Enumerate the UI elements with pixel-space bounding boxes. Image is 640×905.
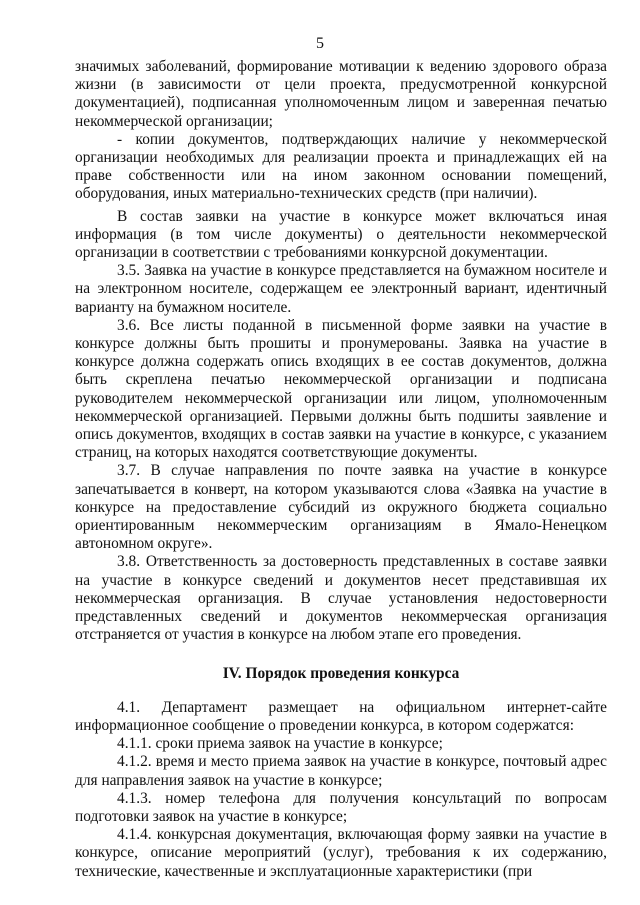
paragraph: 4.1.4. конкурсная документация, включающая форму заявки на участие в конкурсе, описание мероприятий (услуг), требования к их содержанию, технические, качественные и эксплуатационные характеристики (при [75,826,607,880]
page-number: 5 [316,35,324,52]
paragraph: значимых заболеваний, формирование мотивации к ведению здорового образа жизни (в зависимости от цели проекта, предусмотренной конкурсной документацией), подписанная уполномоченным лицом и заверенная печатью некоммерческой организации; [75,58,607,130]
section-heading: IV. Порядок проведения конкурса [222,664,460,682]
paragraph: 4.1. Департамент размещает на официальном интернет-сайте информационное сообщение о проведении конкурса, в котором содержатся: [75,698,607,734]
paragraph: 3.5. Заявка на участие в конкурсе представляется на бумажном носителе и на электронном носителе, содержащем ее электронный вариант, идентичный варианту на бумажном носителе. [75,262,607,316]
paragraph: 4.1.2. время и место приема заявок на участие в конкурсе, почтовый адрес для направления заявок на участие в конкурсе; [75,753,607,789]
paragraph: 3.6. Все листы поданной в письменной форме заявки на участие в конкурсе должны быть прошиты и пронумерованы. Заявка на участие в конкурсе должна содержать опись входящих в ее состав документов, должна быть скреплена печатью некоммерческой организации и подписана руководителем некоммерческой организации или лицом, уполномоченным некоммерческой организацией. Первыми должны быть подшиты заявление и опись документов, входящих в состав заявки на участие в конкурсе, с указанием страниц, на которых находятся соответствующие документы. [75,316,607,462]
document-body [75,58,607,881]
paragraph: 3.7. В случае направления по почте заявка на участие в конкурсе запечатывается в конверт, на котором указываются слова «Заявка на участие в конкурсе на предоставление субсидий из окружного бюджета социально ориентированным некоммерческим организациям в Ямало-Ненецком автономном округе». [75,462,607,553]
paragraph: В состав заявки на участие в конкурсе может включаться иная информация (в том числе документы) о деятельности некоммерческой организации в соответствии с требованиями конкурсной документации. [75,207,607,262]
paragraph: 4.1.3. номер телефона для получения консультаций по вопросам подготовки заявок на участие в конкурсе; [75,789,607,825]
paragraph: 4.1.1. сроки приема заявок на участие в конкурсе; [117,735,443,753]
paragraph: - копии документов, подтверждающих наличие у некоммерческой организации необходимых для реализации проекта и принадлежащих ей на праве собственности или на ином законном основании помещений, оборудования, иных материально-технических средств (при наличии). [75,130,607,203]
paragraph: 3.8. Ответственность за достоверность представленных в составе заявки на участие в конкурсе сведений и документов несет представившая их некоммерческая организация. В случае установления недостоверности представленных сведений и документов некоммерческая организация отстраняется от участия в конкурсе на любом этапе его проведения. [75,553,607,644]
